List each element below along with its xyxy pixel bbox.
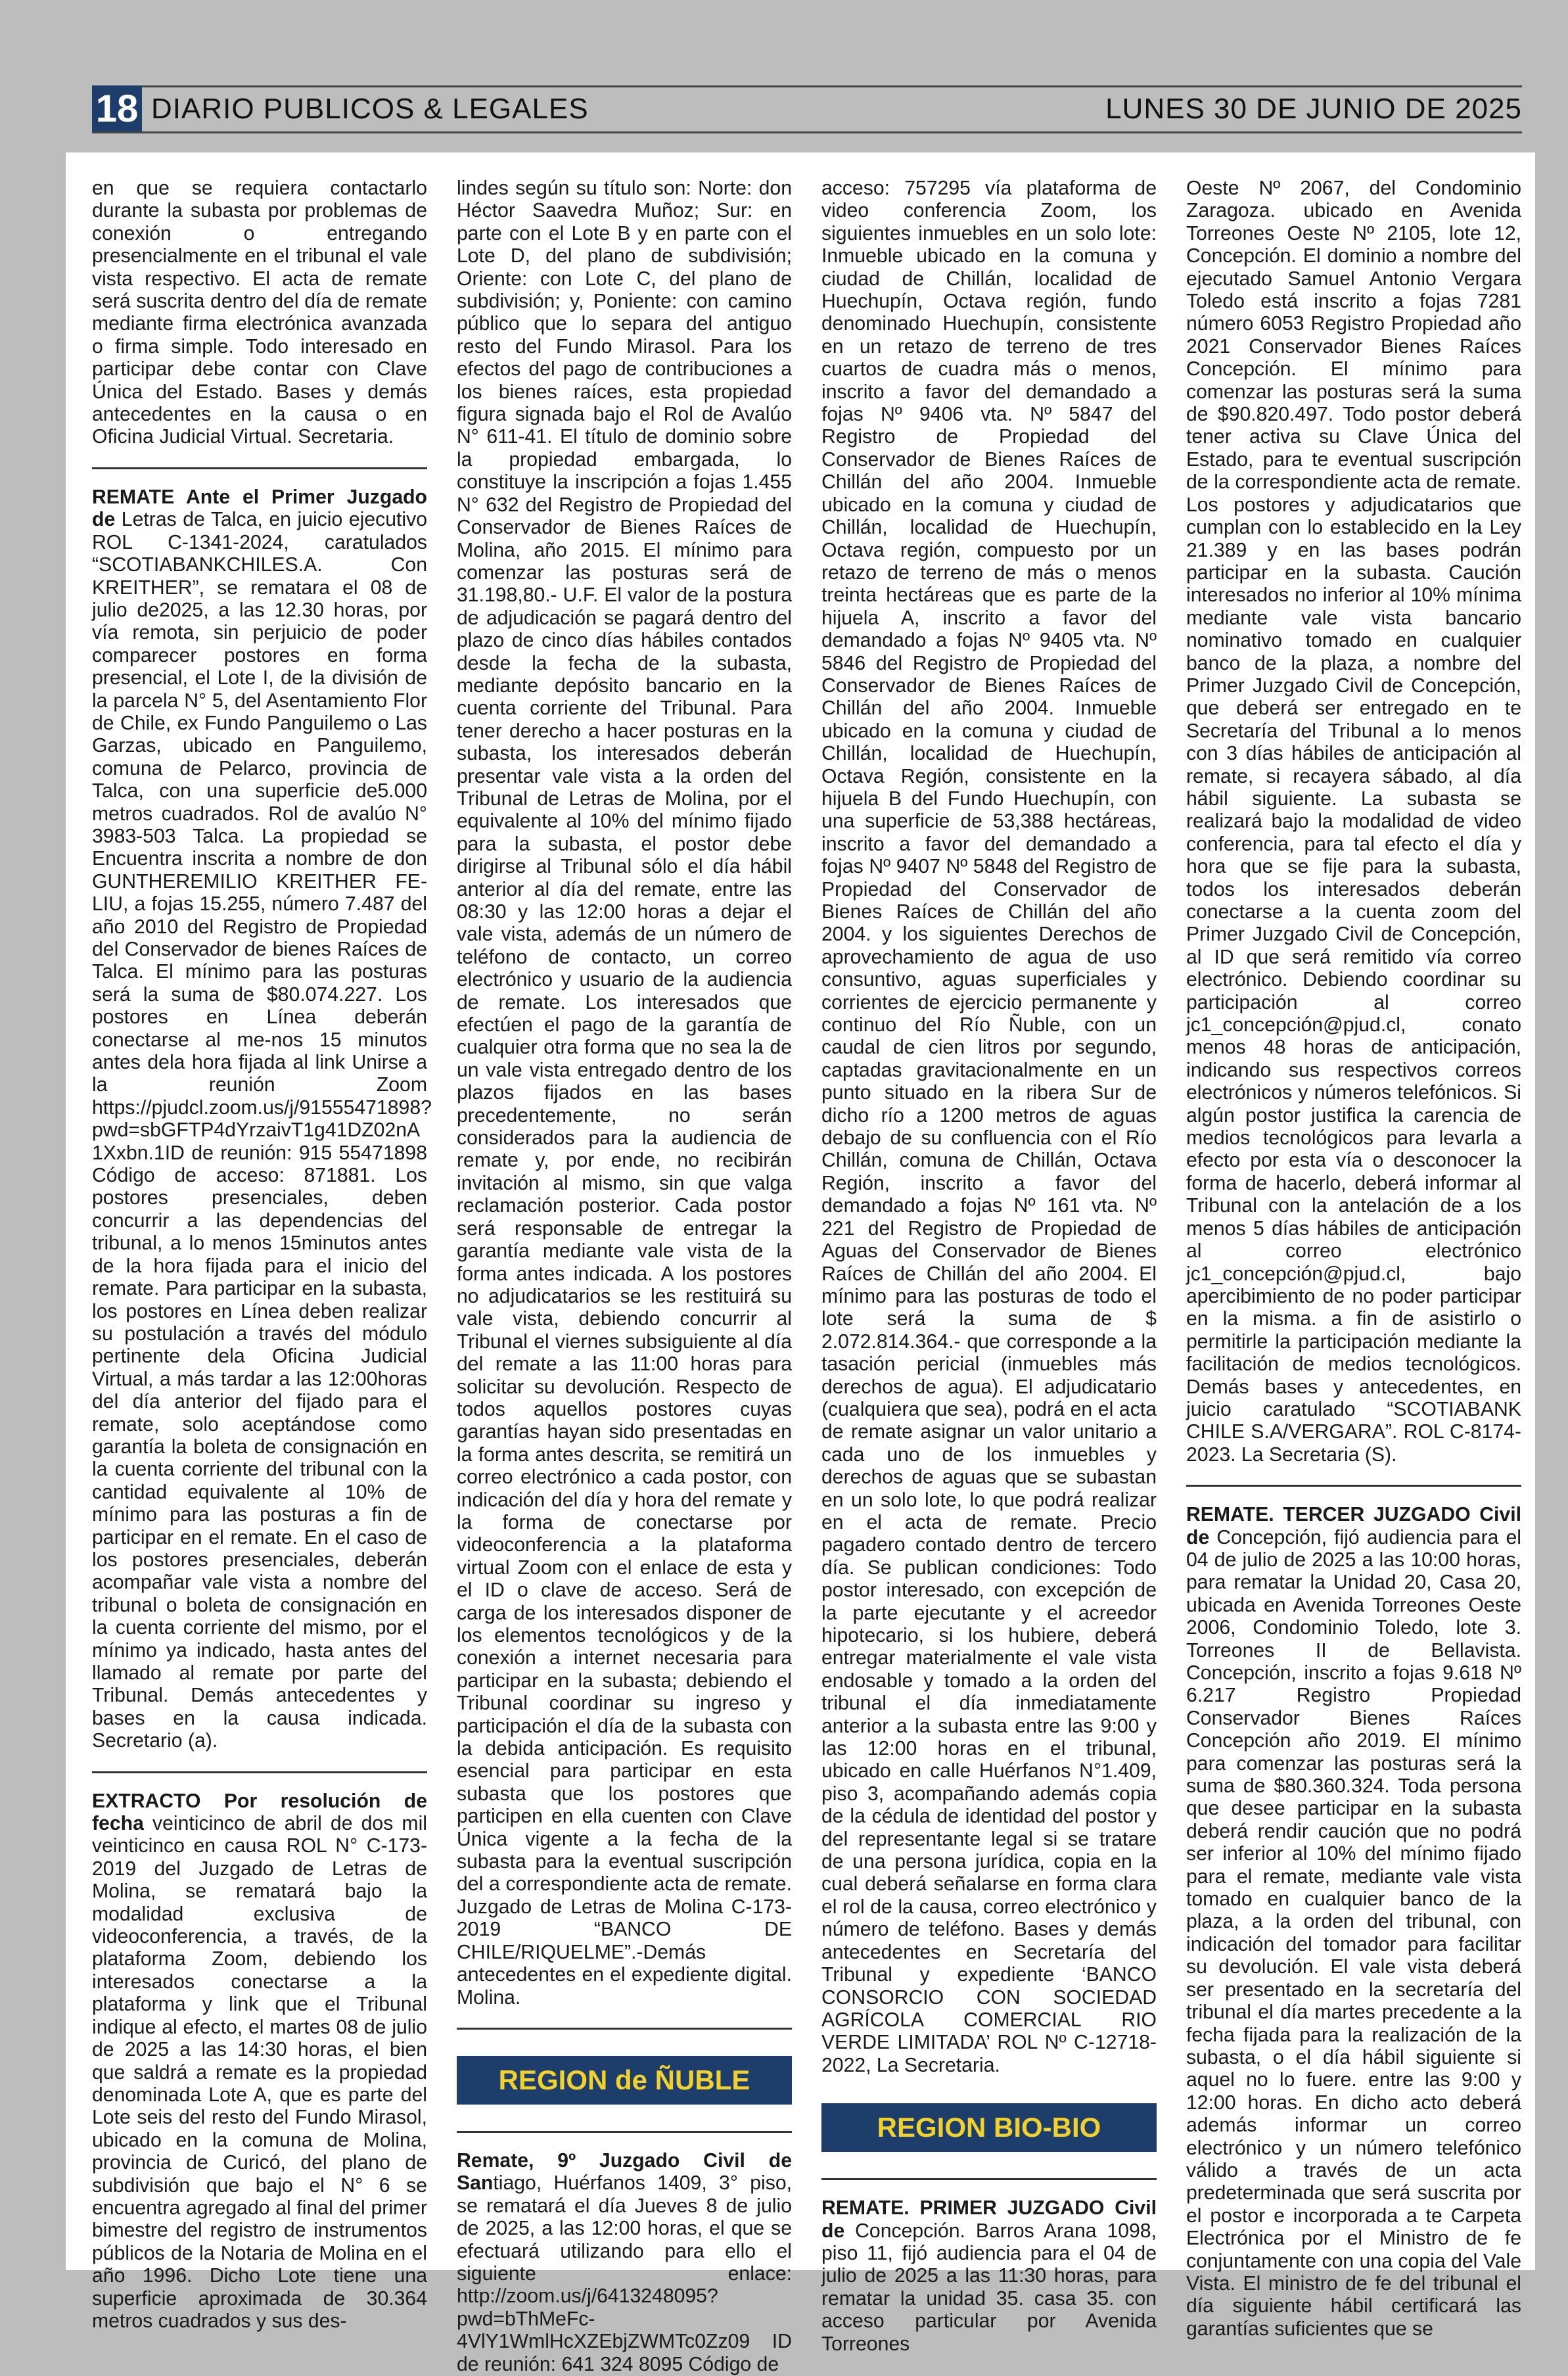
header-top-rule (92, 85, 1522, 87)
publication-date: LUNES 30 DE JUNIO DE 2025 (1105, 93, 1522, 125)
notice-body: tiago, Huérfanos 1409, 3° piso, se rematará el día Jueves 8 de julio de 2025, a las 12:00 horas, el que se efectuará utilizando para ello el siguiente enlace: http://zoom.us/j/6413248095?pwd=bThMeFc-4VlY1WmlHcXZEbjZWMTc0Zz09 ID de reunión: 641 324 8095 Código de (457, 2172, 792, 2375)
notice-extracto-molina (92, 1790, 427, 2333)
notice-divider (457, 2131, 792, 2133)
publication-title: DIARIO PUBLICOS & LEGALES (151, 93, 589, 125)
region-banner-biobio: REGION BIO-BIO (821, 2103, 1157, 2152)
notice-remate-concepcion-1 (821, 2197, 1157, 2356)
notice-continuation: Oeste Nº 2067, del Condominio Zaragoza. ubicado en Avenida Torreones Oeste Nº 2105, lote 12, Concepción. El dominio a nombre del ejecutado Samuel Antonio Vergara Toledo está inscrito a fojas 7281 número 6053 Registro Propiedad año 2021 Conservador Bienes Raíces Concepción. El mínimo para comenzar las posturas será la suma de $90.820.497. Todo postor deberá tener activa su Clave Única del Estado, para te eventual suscripción de la correspondiente acta de remate. Los postores y adjudicatarios que cumplan con lo establecido en la Ley 21.389 y en las bases podrán participar en la subasta. Caución interesados no inferior al 10% mínima mediante vale vista bancario nominativo tomado en cualquier banco de la plaza, a nombre del Primer Juzgado Civil de Concepción, que deberá ser entregado en te Secretaría del Tribunal a lo menos con 3 días hábiles de anticipación al remate, si recayera sábado, al día hábil siguiente. La subasta se realizará bajo la modalidad de video conferencia, para tal efecto el día y hora que se fije para la subasta, todos los interesados deberán conectarse a la cuenta zoom del Primer Juzgado Civil de Concepción, al ID que será remitido vía correo electrónico. Debiendo coordinar su participación al correo jc1_concepción@pjud.cl, conato menos 48 horas de anticipación, indicando sus respectivos correos electrónicos y números telefónicos. Si algún postor justifica la carencia de medios tecnológicos para levarla a efecto por esta vía o desconocer la forma de hacerlo, deberá informar al Tribunal con la antelación de a los menos 5 días hábiles de anticipación al correo electrónico jc1_concepción@pjud.cl, bajo apercibimiento de no poder participar en la misma. a fin de asistirlo o permitirle la participación mediante la facilitación de medios tecnológicos. Demás bases y antecedentes, en juicio caratulado “SCOTIABANK CHILE S.A/VERGARA”. ROL C-8174-2023. La Secretaria (S). (1186, 177, 1521, 1466)
notice-heading: Remate, 9º Juzgado Civil de San (457, 2149, 792, 2195)
notice-remate-talca (92, 486, 432, 1753)
notice-remate-santiago (457, 2150, 792, 2376)
notice-continuation: lindes según su título son: Norte: don Héctor Saavedra Muñoz; Sur: en parte con el Lote B y en parte con el Lote D, del plano de subdivisión; Oriente: con Lote C, del plano de subdivisión; y, Poniente: con camino público que lo separa del antiguo resto del Fundo Mirasol. Para los efectos del pago de contribuciones a los bienes raíces, esta propiedad figura signada bajo el Rol de Avalúo N° 611-41. El título de dominio sobre la propiedad embargada, lo constituye la inscripción a fojas 1.455 N° 632 del Registro de Propiedad del Conservador de Bienes Raíces de Molina, año 2015. El mínimo para comenzar las posturas será de 31.198,80.- U.F. El valor de la postura de adjudicación se pagará dentro del plazo de cinco días hábiles contados desde la fecha de la subasta, mediante depósito bancario en la cuenta corriente del Tribunal. Para tener derecho a hacer posturas en la subasta, los interesados deberán presentar vale vista a la orden del Tribunal de Letras de Molina, por el equivalente al 10% del mínimo fijado para la subasta, el postor debe dirigirse al Tribunal sólo el día hábil anterior al día del remate, entre las 08:30 y las 12:00 horas a dejar el vale vista, además de un número de teléfono de contacto, un correo electrónico y usuario de la audiencia de remate. Los interesados que efectúen el pago de la garantía de cualquier otra forma que no sea la de un vale vista entregado dentro de los plazos fijados en las bases precedentemente, no serán considerados para la audiencia de remate y, por ende, no recibirán invitación al mismo, sin que valga reclamación posterior. Cada postor será responsable de entregar la garantía mediante vale vista de la forma antes indicada. A los postores no adjudicatarios se les restituirá su vale vista, debiendo concurrir al Tribunal el viernes subsiguiente al día del remate a las 11:00 horas para solicitar su devolución. Respecto de todos aquellos postores cuyas garantías hayan sido presentadas en la forma antes descrita, se remitirá un correo electrónico a cada postor, con indicación del día y hora del remate y la forma de conectarse por videoconferencia a la plataforma virtual Zoom con el enlace de esta y el ID o clave de acceso. Será de carga de los interesados disponer de los elementos tecnológicos y de la conexión a internet necesaria para participar en la subasta; debiendo el Tribunal coordinar su ingreso y participación el día de la subasta con la debida anticipación. Es requisito esencial para participar en esta subasta que los postores que participen en ella cuenten con Clave Única vigente a la fecha de la subasta para la eventual suscripción del a correspondiente acta de remate. Juzgado de Letras de Molina C-173-2019 “BANCO DE CHILE/RIQUELME”.-Demás antecedentes en el expediente digital. Molina. (457, 177, 792, 2009)
notice-divider (457, 2028, 792, 2030)
notice-continuation: acceso: 757295 vía plataforma de video conferencia Zoom, los siguientes inmuebles en un solo lote: Inmueble ubicado en la comuna y ciudad de Chillán, localidad de Huechupín, Octava región, fundo denominado Huechupín, consistente en un retazo de terreno de tres cuartos de cuadra más o menos, inscrito a favor del demandado a fojas Nº 9406 vta. Nº 5847 del Registro de Propiedad del Conservador de Bienes Raíces de Chillán del año 2004. Inmueble ubicado en la comuna y ciudad de Chillán, localidad de Huechupín, Octava región, compuesto por un retazo de terreno de más o menos treinta hectáreas que es parte de la hijuela A, inscrito a favor del demandado a fojas Nº 9405 vta. Nº 5846 del Registro de Propiedad del Conservador de Bienes Raíces de Chillán del año 2004. Inmueble ubicado en la comuna y ciudad de Chillán, localidad de Huechupín, Octava Región, consistente en la hijuela B del Fundo Huechupín, con una superficie de 53,388 hectáreas, inscrito a favor del demandado a fojas Nº 9407 Nº 5848 del Registro de Propiedad del Conservador de Bienes Raíces de Chillán del año 2004. y los siguientes Derechos de aprovechamiento de agua de uso consuntivo, aguas superficiales y corrientes de ejercicio permanente y continuo del Río Ñuble, con un caudal de cien litros por segundo, captadas gravitacionalmente en un punto situado en la ribera Sur de dicho río a 1200 metros de aguas debajo de su confluencia con el Río Chillán, comuna de Chillán, Octava Región, inscrito a favor del demandado a fojas Nº 161 vta. Nº 221 del Registro de Propiedad de Aguas del Conservador de Bienes Raíces de Chillán del año 2004. El mínimo para las posturas de todo el lote será la suma de $ 2.072.814.364.- que corresponde a la tasación pericial (inmuebles más derechos de agua). El adjudicatario (cualquiera que sea), podrá en el acta de remate asignar un valor unitario a cada uno de los inmuebles y derechos de aguas que se subastan en un solo lote, lo que podrá realizar en el acta de remate. Precio pagadero contado dentro de tercero día. Se publican condiciones: Todo postor interesado, con excepción de la parte ejecutante y el acreedor hipotecario, si los hubiere, deberá entregar materialmente el vale vista endosable y tomado a la orden del tribunal el día inmediatamente anterior a la subasta entre las 9:00 y las 12:00 horas en el tribunal, ubicado en calle Huérfanos N°1.409, piso 3, acompañando además copia de la cédula de identidad del postor y del representante legal si se tratare de una persona jurídica, copia en la cual deberá señalarse en forma clara el rol de la causa, correo electrónico y número de teléfono. Bases y demás antecedentes en Secretaría del Tribunal y expediente ‘BANCO CONSORCIO CON SOCIEDAD AGRÍCOLA COMERCIAL RIO VERDE LIMITADA’ ROL Nº C-12718-2022, La Secretaria. (821, 177, 1157, 2076)
notice-divider (821, 2178, 1157, 2180)
notice-continuation: en que se requiera contactarlo durante la subasta por problemas de conexión o entregando presencialmente en el tribunal el vale vista respectivo. El acta de remate será suscrita dentro del día de remate mediante firma electrónica avanzada o firma simple. Todo interesado en participar debe contar con Clave Única del Estado. Bases y demás antecedentes en la causa o en Oficina Judicial Virtual. Secretaria. (92, 177, 427, 448)
notice-remate-concepcion-3 (1186, 1504, 1521, 2341)
notice-heading: EXTRACTO Por resolución de fecha (92, 1790, 427, 1835)
notice-body: veinticinco de abril de dos mil veinticinco en causa ROL N° C-173-2019 del Juzgado de Letras de Molina, se rematará bajo la modalidad exclusiva de videoconferencia, a través, de la plataforma Zoom, debiendo los interesados conectarse a la plataforma y link que el Tribunal indique al efecto, el martes 08 de julio de 2025 a las 14:30 horas, el bien que saldrá a remate es la propiedad denominada Lote A, que es parte del Lote seis del resto del Fundo Mirasol, ubicado en la comuna de Molina, provincia de Curicó, del plano de subdivisión que bajo el N° 6 se encuentra agregado al final del primer bimestre del registro de instrumentos públicos de la Notaria de Molina en el año 1996. Dicho Lote tiene una superficie aproximada de 30.364 metros cuadrados y sus des- (92, 1813, 427, 2332)
page-number: 18 (92, 85, 142, 133)
notice-divider (92, 467, 427, 469)
header-bottom-rule (92, 131, 1522, 133)
page-header (0, 0, 1568, 151)
notice-body: Letras de Talca, en juicio ejecutivo ROL C-1341-2024, caratulados “SCOTIABANKCHILES.A. Con KREITHER”, se rematara el 08 de julio de2025, a las 12.30 horas, por vía remota, sin perjuicio de poder comparecer postores en forma presencial, el Lote I, de la división de la parcela N° 5, del Asentamiento Flor de Chile, ex Fundo Panguilemo o Las Garzas, ubicado en Panguilemo, comuna de Pelarco, provincia de Talca, con una superficie de5.000 metros cuadrados. Rol de avalúo N° 3983-503 Talca. La propiedad se Encuentra inscrita a nombre de don GUNTHEREMILIO KREITHER FE-LIU, a fojas 15.255, número 7.487 del año 2010 del Registro de Propiedad del Conservador de bienes Raíces de Talca. El mínimo para las posturas será la suma de $80.074.227. Los postores en Línea deberán conectarse al me-nos 15 minutos antes dela hora fijada al link Unirse a la reunión Zoom https://pjudcl.zoom.us/j/91555471898?pwd=sbGFTP4dYrzaivT1g41DZ02nA 1Xxbn.1ID de reunión: 915 55471898 Código de acceso: 871881. Los postores presenciales, deben concurrir a las dependencias del tribunal, a lo menos 15minutos antes de la hora fijada para el inicio del remate. Para participar en la subasta, los postores en Línea deben realizar su postulación a través del módulo pertinente dela Oficina Judicial Virtual, a más tardar a las 12:00horas del día anterior del fijado para el remate, solo aceptándose como garantía la boleta de consignación en la cuenta corriente del tribunal con la cantidad equivalente al 10% de mínimo para las posturas a fin de participar en el remate. En el caso de los postores presenciales, deberán acompañar vale vista a nombre del tribunal o boleta de consignación en la cuenta corriente del mismo, por el mínimo ya indicado, hasta antes del llamado al remate por parte del Tribunal. Demás antecedentes y bases en la causa indicada. Secretario (a). (92, 509, 432, 1752)
notice-body: Concepción, fijó audiencia para el 04 de julio de 2025 a las 10:00 horas, para rematar la Unidad 20, Casa 20, ubicada en Avenida Torreones Oeste 2006, Condominio Toledo, lote 3. Torreones II de Bellavista. Concepción, inscrito a fojas 9.618 Nº 6.217 Registro Propiedad Conservador Bienes Raíces Concepción año 2019. El mínimo para comenzar las posturas será la suma de $80.360.324. Toda persona que desee participar en la subasta deberá rendir caución que no podrá ser inferior al 10% del mínimo fijado para el remate, mediante vale vista tomado en cualquier banco de la plaza, a la orden del tribunal, con indicación del tomador para facilitar su devolución. El vale vista deberá ser presentado en la secretaría del tribunal el día martes precedente a la fecha fijada para la realización de la subasta, o el día hábil siguiente si aquel no lo fuere. entre las 9:00 y 12:00 horas. En dicho acto deberá además informar un correo electrónico y un número telefónico válido a través de un acta predeterminada que será suscrita por el postor e incorporada a te Carpeta Electrónica por el Ministro de fe conjuntamente con una copia del Vale Vista. El ministro de fe del tribunal el día siguiente hábil certificará las garantías suficientes que se (1186, 1526, 1521, 2340)
notice-divider (92, 1771, 427, 1773)
region-banner-nuble: REGION de ÑUBLE (457, 2056, 792, 2105)
column-4 (1186, 177, 1521, 2341)
notice-heading: REMATE. PRIMER JUZGADO Civil de (821, 2197, 1157, 2242)
notice-heading: REMATE. TERCER JUZGADO Civil de (1186, 1504, 1521, 1549)
notice-body: Concepción. Barros Arana 1098, piso 11, fijó audiencia para el 04 de julio de 2025 a las 11:30 horas, para rematar la unidad 35. casa 35. con acceso particular por Avenida Torreones (821, 2220, 1157, 2355)
notice-heading: REMATE Ante el Primer Juzgado de (92, 486, 427, 531)
column-2 (457, 177, 792, 2376)
column-3 (821, 177, 1157, 2356)
column-1 (92, 177, 432, 2333)
notice-divider (1186, 1485, 1521, 1487)
